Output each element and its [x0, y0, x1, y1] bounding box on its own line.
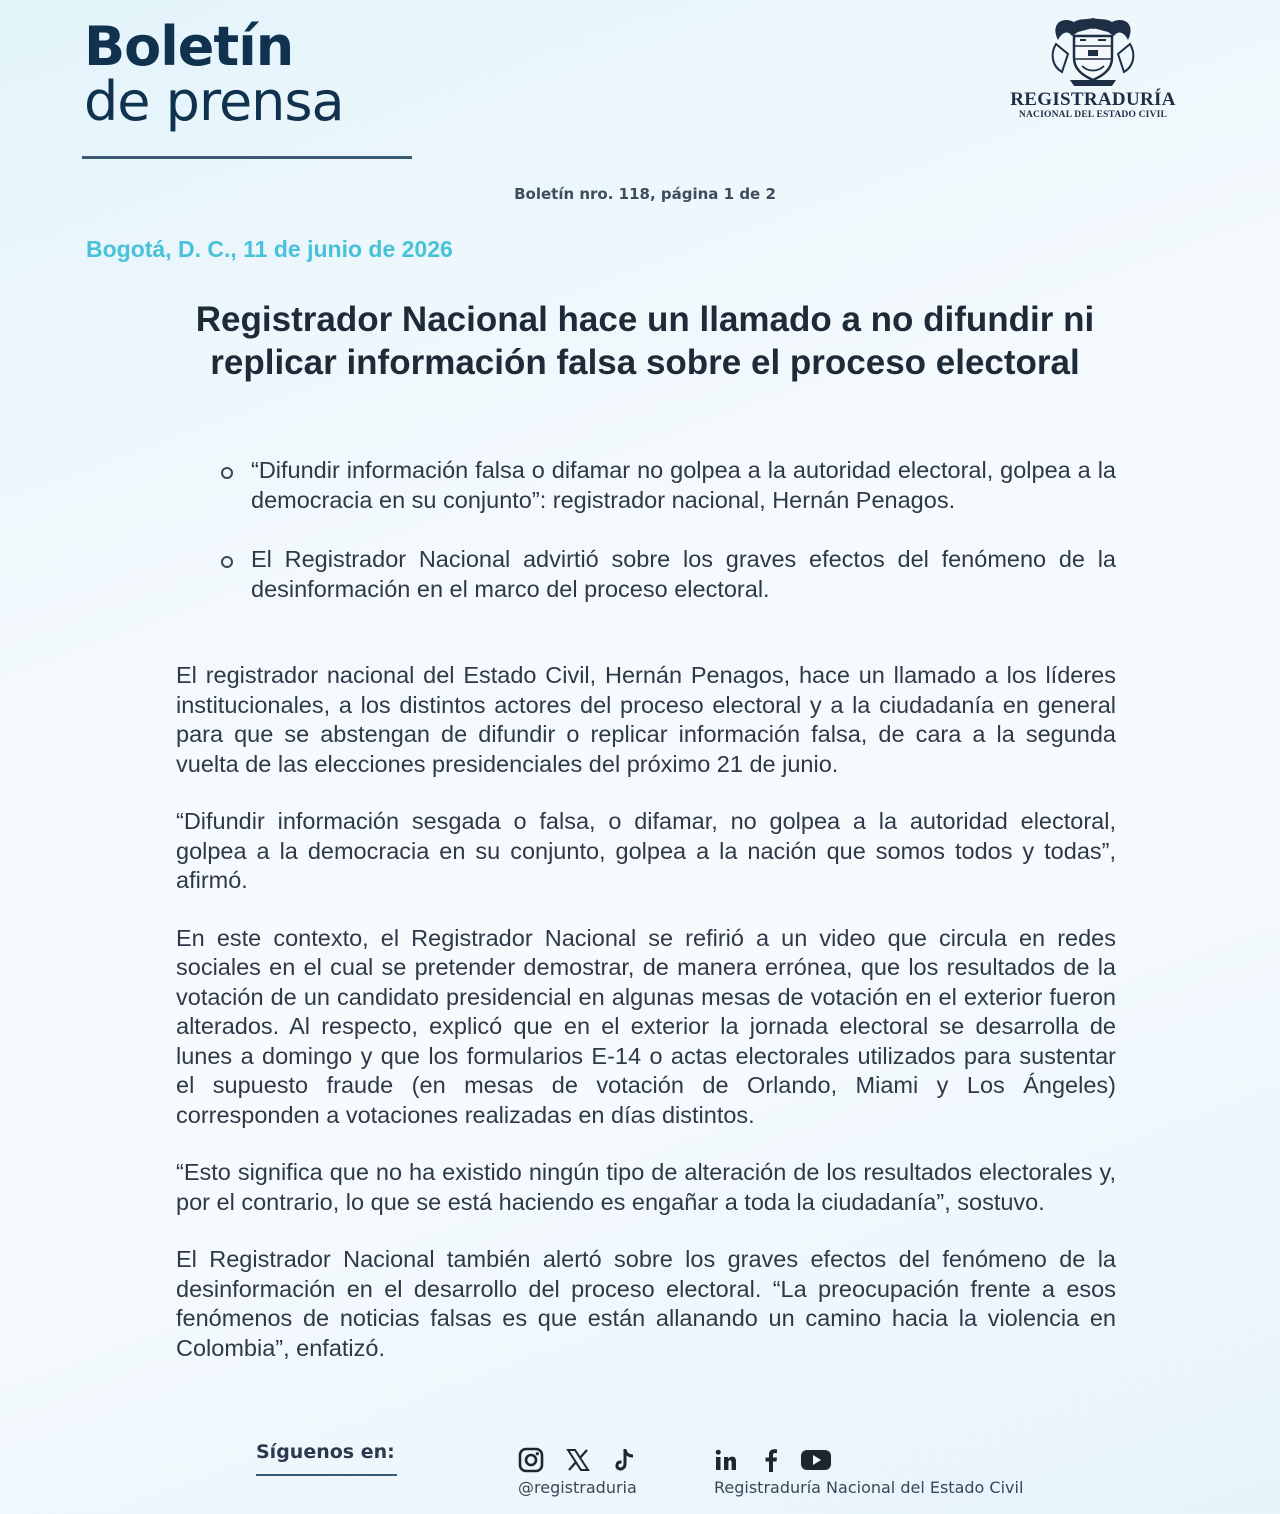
x-icon[interactable]: [566, 1448, 590, 1472]
facebook-icon[interactable]: [764, 1448, 778, 1472]
bullet-item: [218, 456, 1116, 515]
social-handle-2[interactable]: Registraduría Nacional del Estado Civil: [714, 1478, 1024, 1497]
registraduria-logo: [998, 14, 1188, 134]
title-underline: [82, 156, 412, 159]
circle-bullet-icon: [221, 556, 233, 568]
youtube-icon[interactable]: [800, 1448, 832, 1472]
paragraph: En este contexto, el Registrador Nacional se refirió a un video que circula en redes sociales en el cual se pretender demostrar, de manera errónea, que los resultados de la votación de un candidato presidencial en algunas mesas de votación en el exterior fueron alterados. Al respecto, explicó que en el exterior la jornada electoral se desarrolla de lunes a domingo y que los formularios E-14 o actas electorales utilizados para sustentar el supuesto fraude (en mesas de votación de Orlando, Miami y Los Ángeles) corresponden a votaciones realizadas en días distintos.: [176, 924, 1116, 1128]
social-group-1: [518, 1444, 636, 1476]
paragraph: El registrador nacional del Estado Civil, Hernán Penagos, hace un llamado a los líderes institucionales, a los distintos actores del proceso electoral y a la ciudadanía en general para que se abstengan de difundir o replicar información falsa, de cara a la segunda vuelta de las elecciones presidenciales del próximo 21 de junio.: [176, 662, 1116, 777]
bullet-text: “Difundir información falsa o difamar no golpea a la autoridad electoral, golpea a la democracia en su conjunto”: registrador nacional, Hernán Penagos.: [251, 457, 1116, 513]
paragraph: El Registrador Nacional también alertó sobre los graves efectos del fenómeno de la desinformación en el desarrollo del proceso electoral. “La preocupación frente a esos fenómenos de noticias falsas es que están allanando un camino hacia la violencia en Colombia”, enfatizó.: [176, 1246, 1116, 1361]
circle-bullet-icon: [221, 467, 233, 479]
social-handle-1[interactable]: @registraduria: [518, 1478, 637, 1497]
article-body: [176, 661, 1116, 1391]
bullet-text: El Registrador Nacional advirtió sobre los graves efectos del fenómeno de la desinformación en el marco del proceso electoral.: [251, 546, 1116, 602]
summary-bullets: [218, 456, 1116, 634]
instagram-icon[interactable]: [518, 1447, 544, 1473]
follow-underline: [256, 1474, 397, 1476]
paragraph: “Esto significa que no ha existido ningún tipo de alteración de los resultados electorales y, por el contrario, lo que se está haciendo es engañar a toda la ciudadanía”, sostuvo.: [176, 1159, 1116, 1215]
coat-of-arms-icon: [1048, 14, 1138, 88]
social-group-2: [714, 1444, 832, 1476]
logo-name: REGISTRADURÍA: [1010, 89, 1176, 110]
bulletin-title: [84, 14, 414, 132]
paragraph: “Difundir información sesgada o falsa, o difamar, no golpea a la autoridad electoral, golpea a la democracia en su conjunto, golpea a la nación que somos todos y todas”, afirmó.: [176, 808, 1116, 893]
dateline: Bogotá, D. C., 11 de junio de 2026: [86, 236, 453, 262]
bulletin-number: Boletín nro. 118, página 1 de 2: [514, 185, 776, 203]
title-light: de prensa: [84, 70, 344, 133]
follow-us-label: Síguenos en:: [256, 1441, 395, 1463]
linkedin-icon[interactable]: [714, 1448, 738, 1472]
tiktok-icon[interactable]: [614, 1447, 636, 1473]
headline: Registrador Nacional hace un llamado a no difundir ni replicar información falsa sobre el proceso electoral: [195, 300, 1095, 382]
bullet-item: [218, 545, 1116, 604]
title-bold: Boletín: [84, 15, 294, 78]
logo-subtitle: NACIONAL DEL ESTADO CIVIL: [1018, 110, 1168, 120]
